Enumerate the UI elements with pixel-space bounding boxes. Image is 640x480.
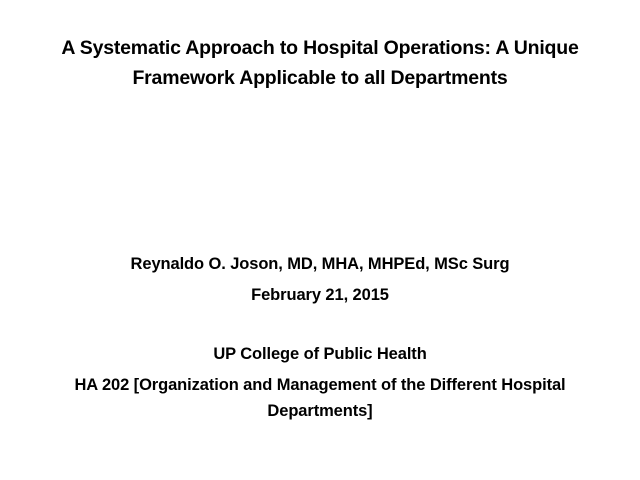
- slide-title-line-2: Framework Applicable to all Departments: [132, 67, 508, 89]
- course-line-1: HA 202 [Organization and Management of the Different Hospital: [74, 376, 566, 394]
- author: Reynaldo O. Joson, MD, MHA, MHPEd, MSc Surg: [130, 255, 510, 273]
- institution: UP College of Public Health: [213, 345, 427, 363]
- slide-title-line-1: A Systematic Approach to Hospital Operations: A Unique: [61, 37, 579, 59]
- course-line-2: Departments]: [267, 402, 373, 420]
- date: February 21, 2015: [251, 286, 389, 304]
